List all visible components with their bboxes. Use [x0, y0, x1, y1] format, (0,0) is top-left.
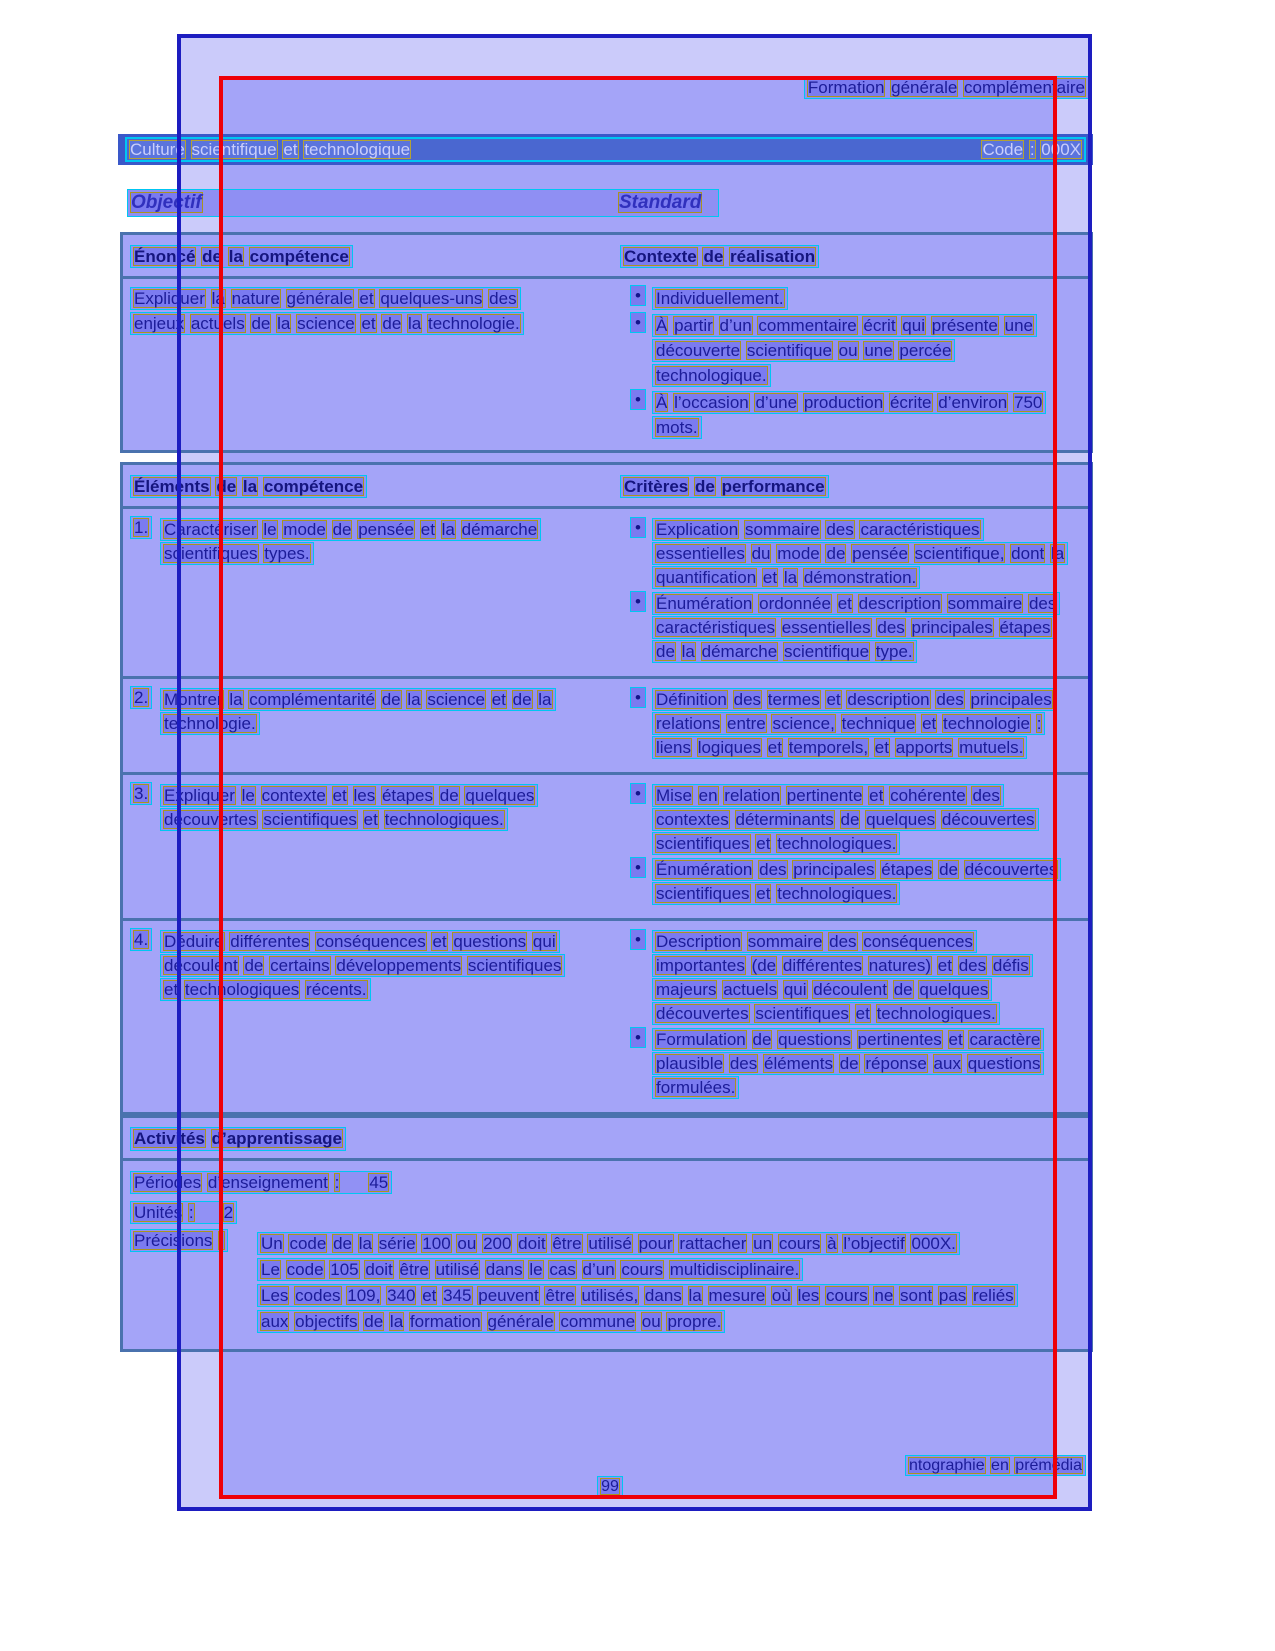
- critere-item-text: Mise en relation pertinente et cohérente des contextes déterminants de quelques découvertes scientifiques et technologiques.: [653, 784, 1066, 856]
- bullet-icon: [631, 858, 653, 906]
- page-number: 99: [560, 1477, 660, 1497]
- heading-standard: Standard: [619, 192, 702, 213]
- criteres-cell: [611, 518, 1090, 666]
- header-criteres: Critères de performance: [611, 477, 1082, 497]
- element-row: [123, 775, 1090, 921]
- periods-row: [131, 1171, 1082, 1195]
- bullet-icon: [631, 592, 653, 664]
- critere-item-text: Énumération des principales étapes de découvertes scientifiques et technologiques.: [653, 858, 1066, 906]
- table-enonce-body: [123, 279, 1090, 450]
- precisions-row: [131, 1231, 1082, 1335]
- activities-title: Activités d’apprentissage: [131, 1128, 345, 1150]
- element-row: [123, 921, 1090, 1112]
- element-number: 3.: [131, 784, 161, 908]
- table-activities-body: [123, 1161, 1090, 1349]
- precisions-line: Le code 105 doit être utilisé dans le cas d’un cours multidisciplinaire.: [258, 1257, 1038, 1283]
- critere-item: [631, 784, 1066, 856]
- precisions-line: Un code de la série 100 ou 200 doit être utilisé pour rattacher un cours à l’objectif 000X.: [258, 1231, 1038, 1257]
- criteres-list: [631, 518, 1066, 664]
- contexte-item: [631, 286, 1066, 311]
- section-headings: [128, 190, 718, 216]
- table-elements-rows: [123, 509, 1090, 1112]
- table-elements-header: [123, 465, 1090, 509]
- element-text: Montrer la complémentarité de la science et de la technologie.: [161, 688, 569, 762]
- element-number: 1.: [131, 518, 161, 666]
- contexte-list: [631, 286, 1066, 440]
- watermark: [770, 1455, 1085, 1476]
- contexte-item-text: À l’occasion d’une production écrite d’environ 750 mots.: [653, 390, 1066, 440]
- criteres-list: [631, 784, 1066, 906]
- table-enonce-header: [123, 235, 1090, 279]
- units-row: [131, 1201, 1082, 1225]
- element-text: Caractériser le mode de pensée et la démarche scientifiques types.: [161, 518, 569, 666]
- element-cell: [123, 930, 611, 1102]
- criteres-cell: [611, 930, 1090, 1102]
- element-number: 4.: [131, 930, 161, 1102]
- element-text: Déduire différentes conséquences et questions qui découlent de certains développements scientifiques et technologiques récents.: [161, 930, 569, 1102]
- contexte-item: [631, 390, 1066, 440]
- table-activities-header: [123, 1118, 1090, 1161]
- element-number: 2.: [131, 688, 161, 762]
- contexte-cell: [611, 286, 1090, 442]
- critere-item-text: Description sommaire des conséquences importantes (de différentes natures) et des défis majeurs actuels qui découlent de quelques découvertes scientifiques et technologiques.: [653, 930, 1066, 1026]
- precisions-line: Les codes 109, 340 et 345 peuvent être utilisés, dans la mesure où les cours ne sont pas reliés aux objectifs de la formation générale commune ou propre.: [258, 1283, 1038, 1335]
- criteres-list: [631, 688, 1066, 760]
- precisions-text: [258, 1231, 1058, 1335]
- title-bar: [118, 134, 1093, 165]
- units-value: 2: [223, 1203, 234, 1222]
- critere-item: [631, 858, 1066, 906]
- periods-label: Périodes d’enseignement :: [134, 1173, 340, 1192]
- criteres-list: [631, 930, 1066, 1100]
- critere-item: [631, 930, 1066, 1026]
- element-cell: [123, 784, 611, 908]
- element-text: Expliquer le contexte et les étapes de quelques découvertes scientifiques et technologiques.: [161, 784, 569, 908]
- element-cell: [123, 688, 611, 762]
- bullet-icon: [631, 688, 653, 760]
- contexte-item: [631, 313, 1066, 388]
- contexte-item-text: À partir d’un commentaire écrit qui présente une découverte scientifique ou une percée technologique.: [653, 313, 1066, 388]
- critere-item-text: Formulation de questions pertinentes et caractère plausible des éléments de réponse aux questions formulées.: [653, 1028, 1066, 1100]
- bullet-icon: [631, 930, 653, 1026]
- bullet-icon: [631, 286, 653, 311]
- element-cell: [123, 518, 611, 666]
- critere-item: [631, 688, 1066, 760]
- header-note-text: Formation générale complémentaire: [805, 77, 1088, 98]
- criteres-cell: [611, 784, 1090, 908]
- table-activities: [120, 1115, 1093, 1352]
- table-enonce: [120, 232, 1093, 453]
- element-row: [123, 679, 1090, 775]
- competence-statement: Expliquer la nature générale et quelques-uns des enjeux actuels de la science et de la technologie.: [131, 286, 539, 442]
- header-enonce: Énoncé de la compétence: [131, 247, 611, 267]
- critere-item-text: Définition des termes et description des principales relations entre science, technique et technologie : liens logiques et temporels, et apports mutuels.: [653, 688, 1066, 760]
- header-elements: Éléments de la compétence: [131, 477, 611, 497]
- course-code: Code : 000X: [982, 140, 1081, 159]
- header-note: [700, 77, 1088, 99]
- criteres-cell: [611, 688, 1090, 762]
- critere-item: [631, 1028, 1066, 1100]
- header-contexte: Contexte de réalisation: [611, 247, 1082, 267]
- critere-item-text: Explication sommaire des caractéristiques essentielles du mode de pensée scientifique, dont la quantification et la démonstration.: [653, 518, 1066, 590]
- table-elements: [120, 462, 1093, 1115]
- bullet-icon: [631, 518, 653, 590]
- element-row: [123, 509, 1090, 679]
- critere-item: [631, 518, 1066, 590]
- bullet-icon: [631, 313, 653, 388]
- units-label: Unités :: [134, 1203, 194, 1222]
- precisions-label: Précisions :: [131, 1231, 258, 1335]
- bullet-icon: [631, 1028, 653, 1100]
- critere-item-text: Énumération ordonnée et description sommaire des caractéristiques essentielles des principales étapes de la démarche scientifique type.: [653, 592, 1066, 664]
- enonce-cell: [123, 286, 611, 442]
- bullet-icon: [631, 784, 653, 856]
- contexte-item-text: Individuellement.: [653, 286, 787, 311]
- heading-objectif: Objectif: [131, 192, 202, 213]
- critere-item: [631, 592, 1066, 664]
- watermark-text: ntographie en prémédia: [906, 1456, 1085, 1475]
- title-bar-line: [127, 139, 1084, 160]
- periods-value: 45: [369, 1173, 389, 1192]
- bullet-icon: [631, 390, 653, 440]
- course-title: Culture scientifique et technologique: [130, 140, 411, 159]
